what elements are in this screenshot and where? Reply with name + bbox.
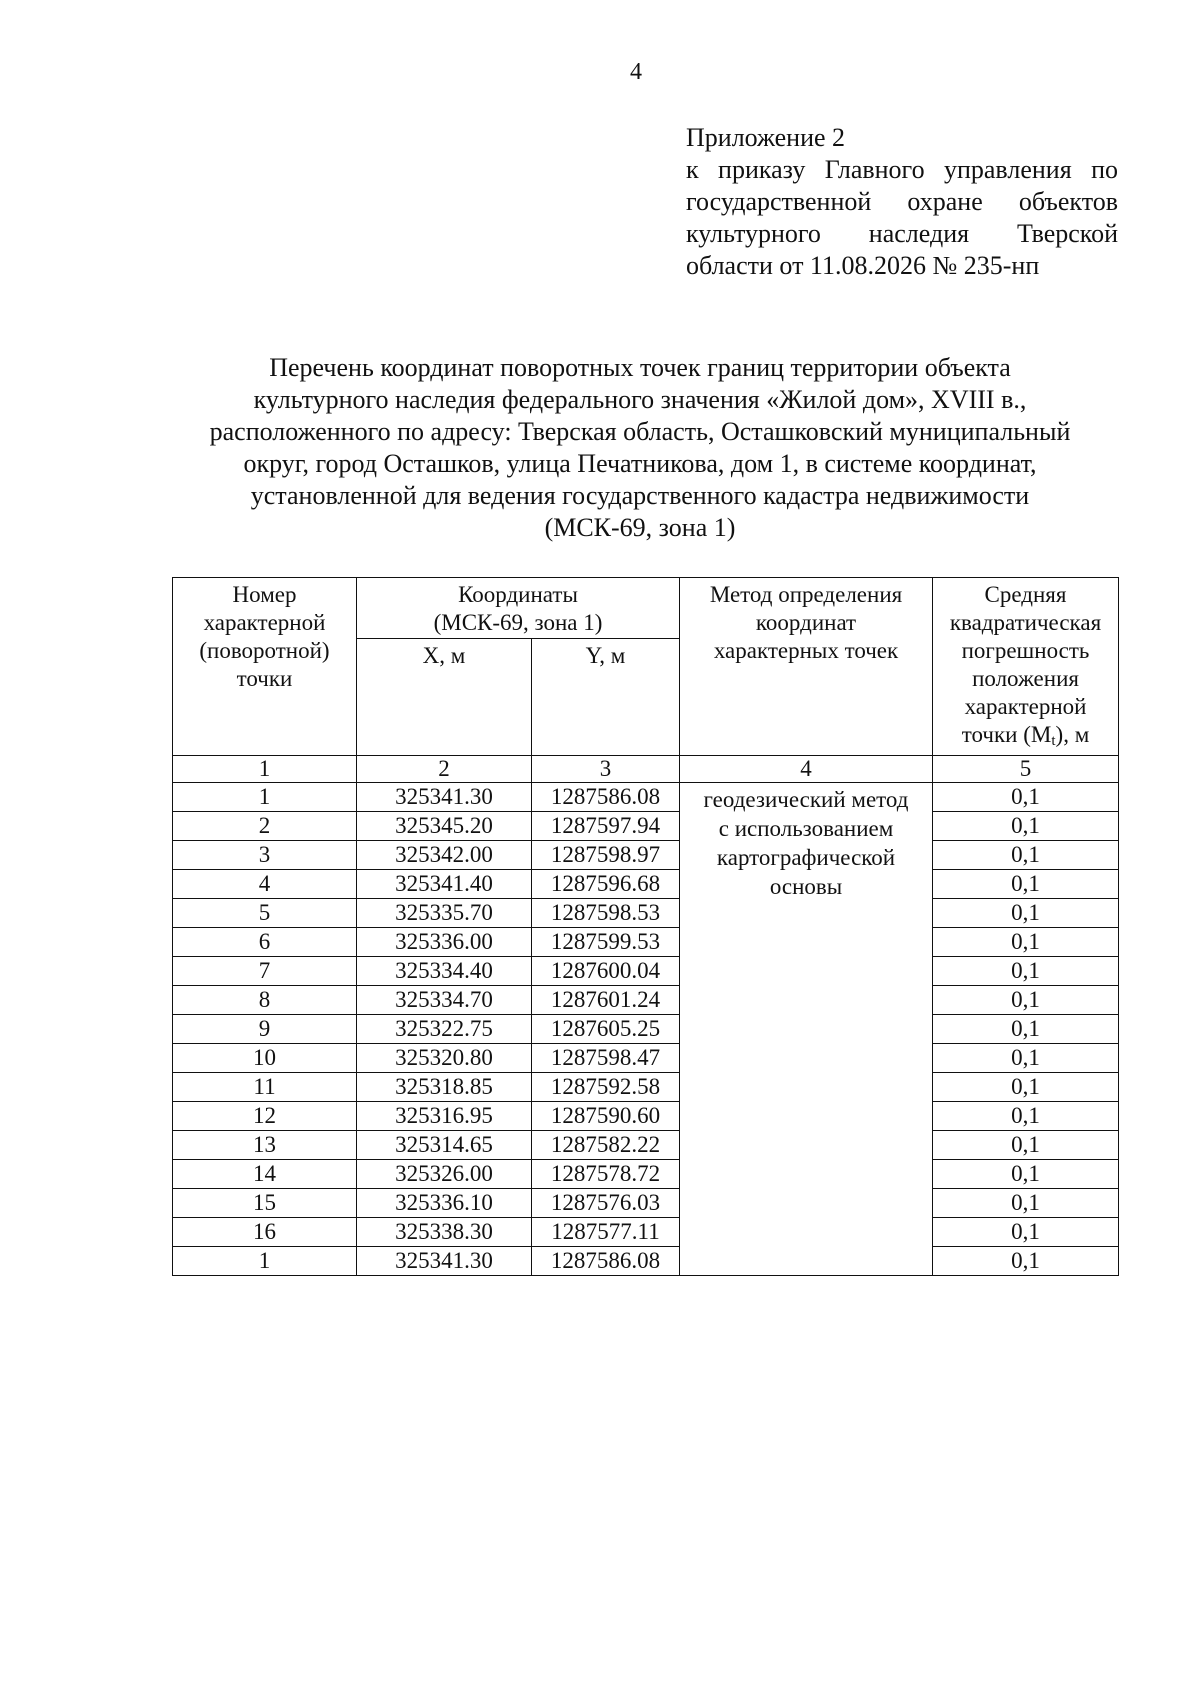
mean-error-cell: 0,1 <box>933 1247 1119 1276</box>
point-number-cell: 4 <box>173 870 357 899</box>
header-method: Метод определения координат характерных точек <box>680 578 933 756</box>
point-number-cell: 10 <box>173 1044 357 1073</box>
method-line: геодезический метод <box>703 787 909 812</box>
mean-error-cell: 0,1 <box>933 1160 1119 1189</box>
table-row <box>173 1131 1119 1160</box>
x-coordinate-cell: 325341.30 <box>357 1247 532 1276</box>
mean-error-cell: 0,1 <box>933 812 1119 841</box>
header-x: X, м <box>357 639 532 756</box>
y-coordinate-cell: 1287592.58 <box>532 1073 680 1102</box>
header-y: Y, м <box>532 639 680 756</box>
y-coordinate-cell: 1287586.08 <box>532 1247 680 1276</box>
y-coordinate-cell: 1287576.03 <box>532 1189 680 1218</box>
x-coordinate-cell: 325320.80 <box>357 1044 532 1073</box>
table-row <box>173 1247 1119 1276</box>
point-number-cell: 1 <box>173 783 357 812</box>
header-coordinates: Координаты (МСК-69, зона 1) <box>357 578 680 639</box>
table-row <box>173 812 1119 841</box>
column-number: 1 <box>173 756 357 783</box>
y-coordinate-cell: 1287605.25 <box>532 1015 680 1044</box>
point-number-cell: 7 <box>173 957 357 986</box>
y-coordinate-cell: 1287599.53 <box>532 928 680 957</box>
table-row <box>173 841 1119 870</box>
point-number-cell: 15 <box>173 1189 357 1218</box>
appendix-line: государственной охране объектов <box>686 187 1118 216</box>
table-row <box>173 870 1119 899</box>
mean-error-cell: 0,1 <box>933 1218 1119 1247</box>
table-row <box>173 1160 1119 1189</box>
method-line: основы <box>769 874 843 899</box>
y-coordinate-cell: 1287596.68 <box>532 870 680 899</box>
table-row <box>173 928 1119 957</box>
point-number-cell: 9 <box>173 1015 357 1044</box>
mean-error-cell: 0,1 <box>933 870 1119 899</box>
point-number-cell: 14 <box>173 1160 357 1189</box>
table-row <box>173 899 1119 928</box>
table-row <box>173 1073 1119 1102</box>
column-number: 3 <box>532 756 680 783</box>
table-body <box>173 783 1119 1276</box>
table-row <box>173 986 1119 1015</box>
method-line: картографической <box>716 845 896 870</box>
table-row <box>173 1189 1119 1218</box>
table-row <box>173 1102 1119 1131</box>
coordinates-table <box>172 577 1119 1276</box>
method-cell <box>680 783 933 1276</box>
table-row <box>173 1044 1119 1073</box>
x-coordinate-cell: 325345.20 <box>357 812 532 841</box>
column-number: 4 <box>680 756 933 783</box>
y-coordinate-cell: 1287578.72 <box>532 1160 680 1189</box>
x-coordinate-cell: 325314.65 <box>357 1131 532 1160</box>
mean-error-cell: 0,1 <box>933 899 1119 928</box>
y-coordinate-cell: 1287598.47 <box>532 1044 680 1073</box>
mean-error-cell: 0,1 <box>933 1131 1119 1160</box>
point-number-cell: 16 <box>173 1218 357 1247</box>
y-coordinate-cell: 1287586.08 <box>532 783 680 812</box>
x-coordinate-cell: 325326.00 <box>357 1160 532 1189</box>
appendix-title: Приложение 2 <box>686 123 846 152</box>
column-number-row <box>173 756 1119 783</box>
table-row <box>173 1015 1119 1044</box>
mean-error-cell: 0,1 <box>933 841 1119 870</box>
point-number-cell: 5 <box>173 899 357 928</box>
mean-error-cell: 0,1 <box>933 1102 1119 1131</box>
table-row <box>173 957 1119 986</box>
appendix-line: культурного наследия Тверской <box>686 219 1118 248</box>
x-coordinate-cell: 325338.30 <box>357 1218 532 1247</box>
x-coordinate-cell: 325336.00 <box>357 928 532 957</box>
appendix-line: к приказу Главного управления по <box>686 155 1118 184</box>
point-number-cell: 6 <box>173 928 357 957</box>
y-coordinate-cell: 1287577.11 <box>532 1218 680 1247</box>
title-line: установленной для ведения государственного кадастра недвижимости <box>250 481 1030 510</box>
table-row <box>173 783 1119 812</box>
x-coordinate-cell: 325316.95 <box>357 1102 532 1131</box>
column-number: 5 <box>933 756 1119 783</box>
mean-error-cell: 0,1 <box>933 986 1119 1015</box>
point-number-cell: 12 <box>173 1102 357 1131</box>
x-coordinate-cell: 325318.85 <box>357 1073 532 1102</box>
header-point-number: Номер характерной (поворотной) точки <box>173 578 357 756</box>
x-coordinate-cell: 325341.30 <box>357 783 532 812</box>
point-number-cell: 1 <box>173 1247 357 1276</box>
y-coordinate-cell: 1287597.94 <box>532 812 680 841</box>
title-line: культурного наследия федерального значения «Жилой дом», XVIII в., <box>253 385 1027 414</box>
mean-error-cell: 0,1 <box>933 783 1119 812</box>
method-line: с использованием <box>718 816 894 841</box>
y-coordinate-cell: 1287590.60 <box>532 1102 680 1131</box>
point-number-cell: 2 <box>173 812 357 841</box>
title-line: расположенного по адресу: Тверская область, Осташковский муниципальный <box>209 417 1071 446</box>
point-number-cell: 3 <box>173 841 357 870</box>
mean-error-cell: 0,1 <box>933 1044 1119 1073</box>
mean-error-cell: 0,1 <box>933 928 1119 957</box>
y-coordinate-cell: 1287598.53 <box>532 899 680 928</box>
mean-error-cell: 0,1 <box>933 957 1119 986</box>
point-number-cell: 13 <box>173 1131 357 1160</box>
column-number: 2 <box>357 756 532 783</box>
point-number-cell: 8 <box>173 986 357 1015</box>
x-coordinate-cell: 325342.00 <box>357 841 532 870</box>
title-line: Перечень координат поворотных точек границ территории объекта <box>269 353 1011 382</box>
appendix-block <box>686 122 1118 282</box>
y-coordinate-cell: 1287600.04 <box>532 957 680 986</box>
y-coordinate-cell: 1287598.97 <box>532 841 680 870</box>
x-coordinate-cell: 325322.75 <box>357 1015 532 1044</box>
page-number: 4 <box>630 59 642 85</box>
x-coordinate-cell: 325334.70 <box>357 986 532 1015</box>
table-header-row <box>173 578 1119 639</box>
x-coordinate-cell: 325341.40 <box>357 870 532 899</box>
title-line: округ, город Осташков, улица Печатникова, дом 1, в системе координат, <box>243 449 1037 478</box>
mean-error-cell: 0,1 <box>933 1189 1119 1218</box>
header-mean-error: Средняя квадратическая погрешность положения характерной точки $(M_t)$, м <box>933 578 1119 756</box>
mean-error-cell: 0,1 <box>933 1015 1119 1044</box>
table-row <box>173 1218 1119 1247</box>
x-coordinate-cell: 325334.40 <box>357 957 532 986</box>
y-coordinate-cell: 1287601.24 <box>532 986 680 1015</box>
y-coordinate-cell: 1287582.22 <box>532 1131 680 1160</box>
appendix-line: области от 11.08.2026 № 235-нп <box>686 251 1040 280</box>
document-title <box>160 352 1120 544</box>
point-number-cell: 11 <box>173 1073 357 1102</box>
title-line: (МСК-69, зона 1) <box>544 513 736 542</box>
x-coordinate-cell: 325335.70 <box>357 899 532 928</box>
mean-error-cell: 0,1 <box>933 1073 1119 1102</box>
x-coordinate-cell: 325336.10 <box>357 1189 532 1218</box>
